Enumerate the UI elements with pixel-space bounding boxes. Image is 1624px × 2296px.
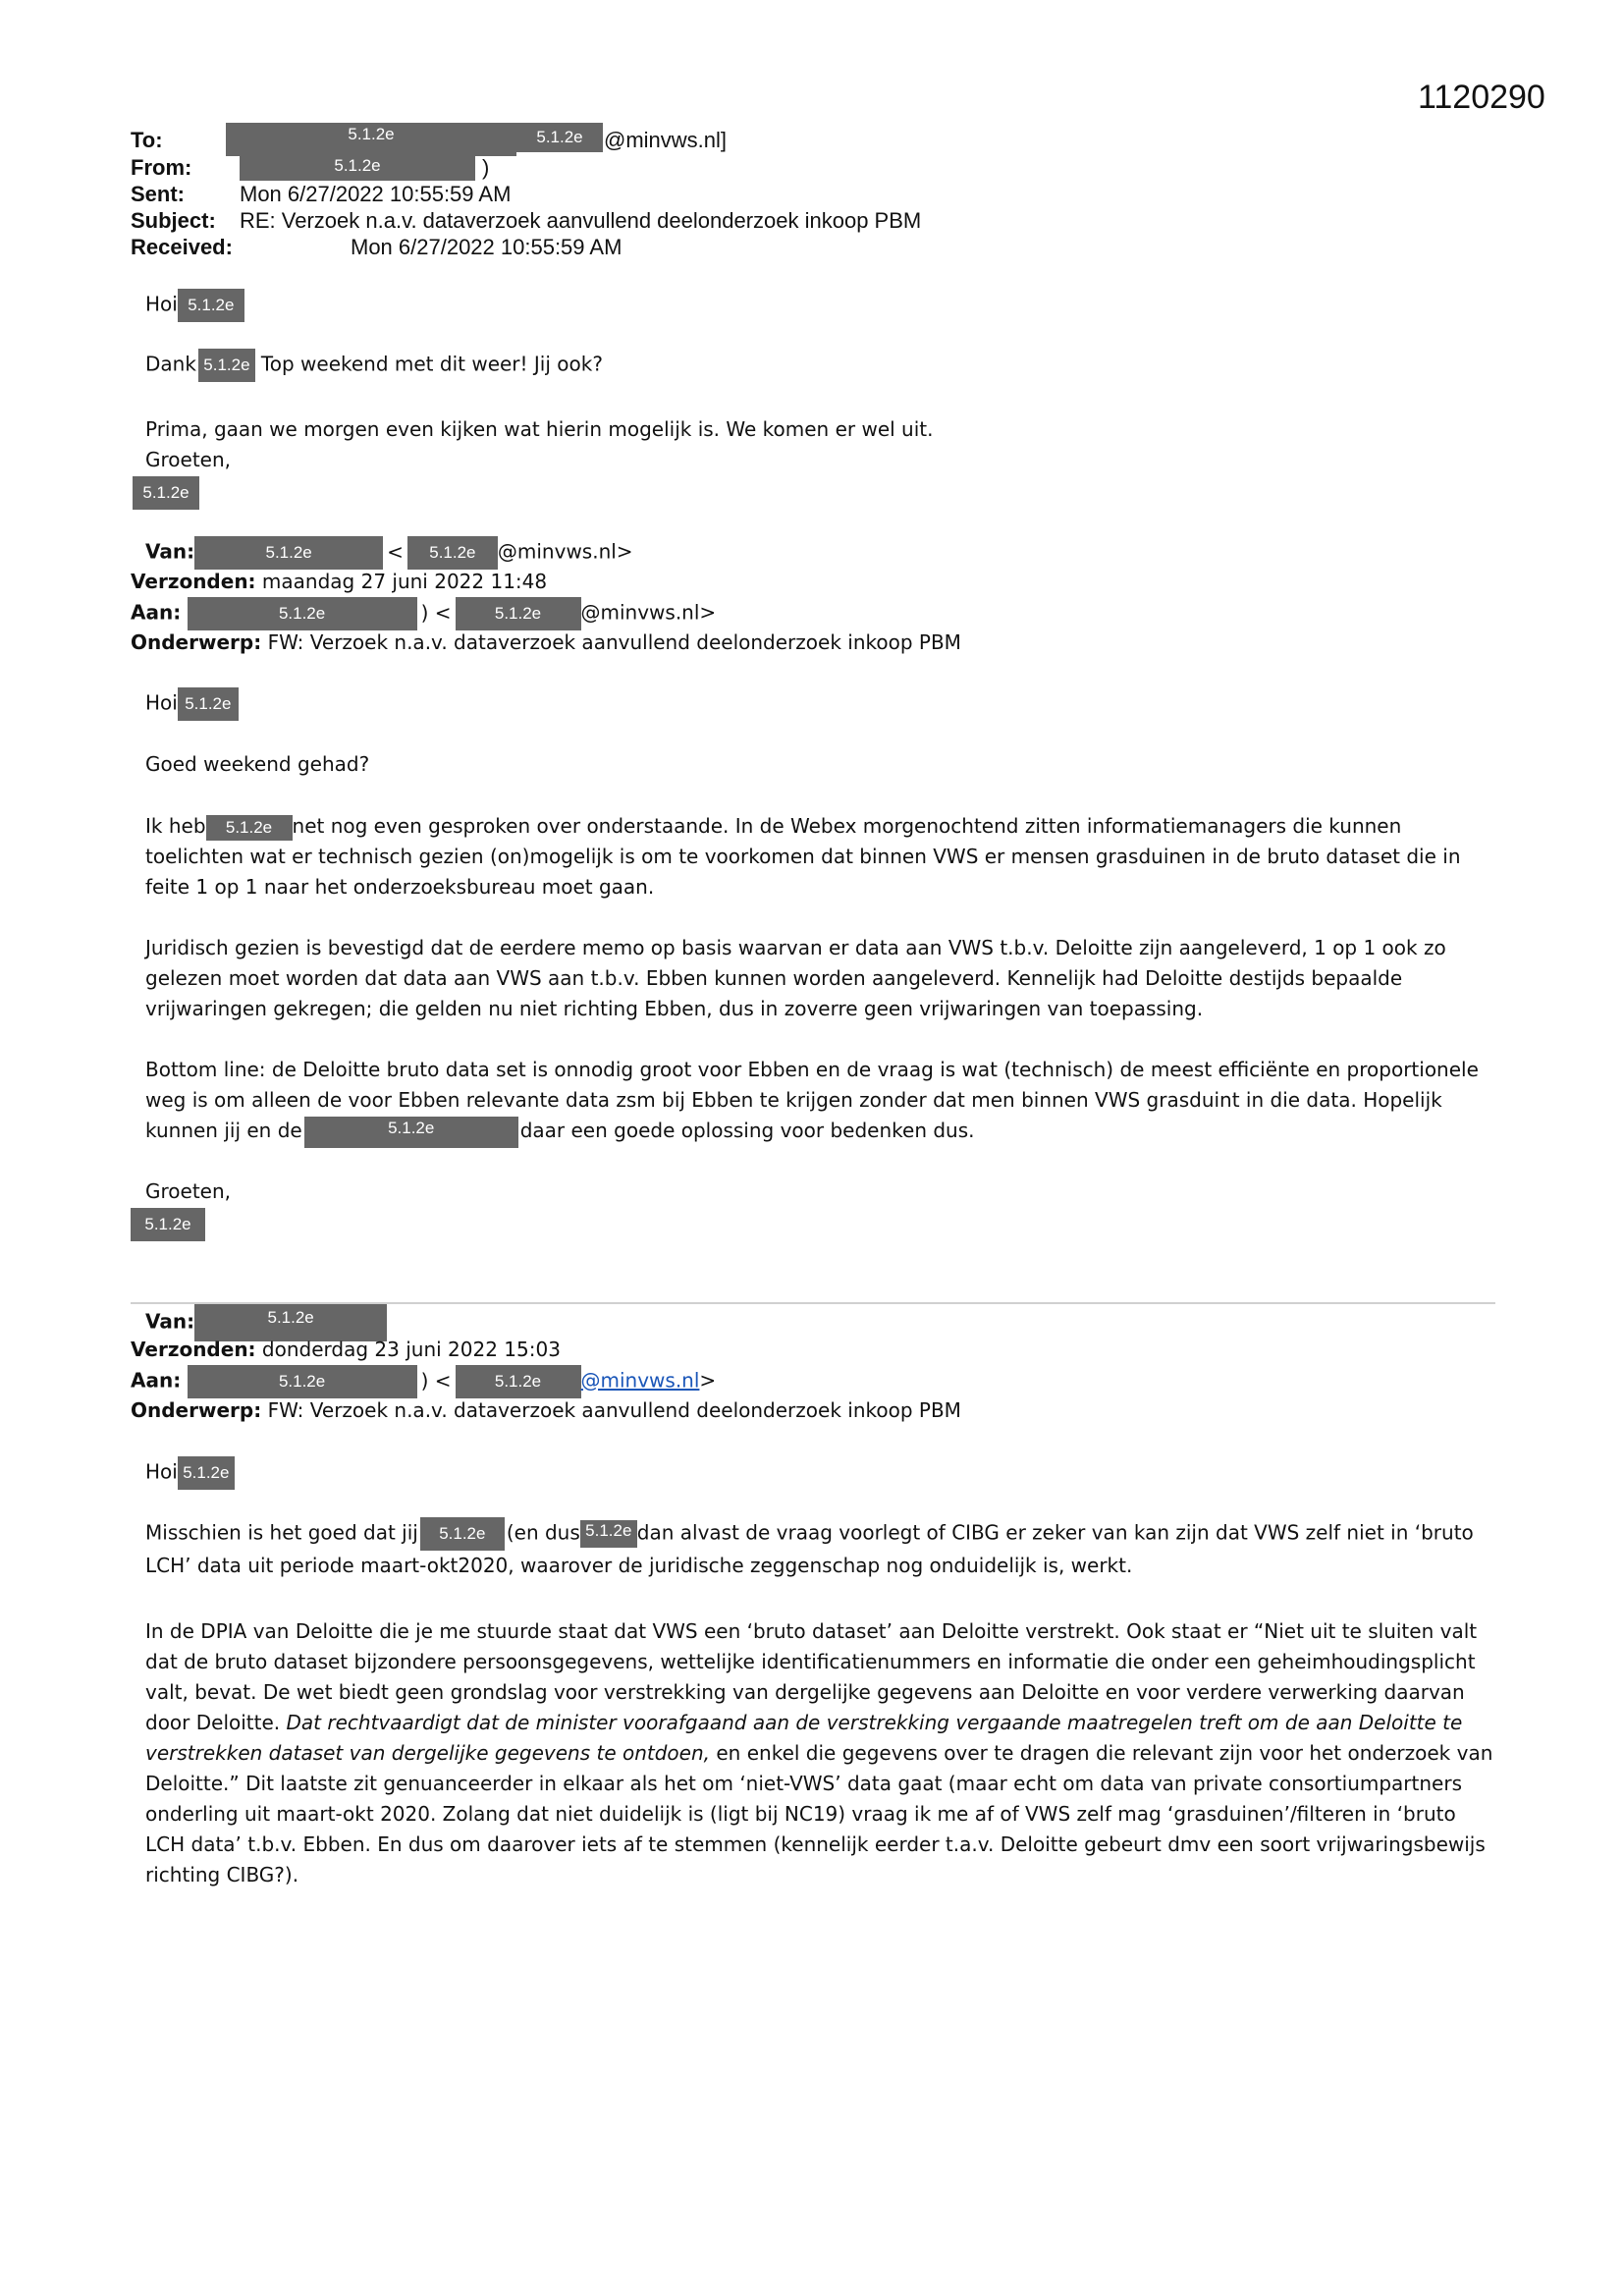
redaction-box: 5.1.2e	[456, 597, 581, 630]
msg3-van-row: Van: 5.1.2e	[145, 1304, 387, 1341]
redaction-box: 5.1.2e	[407, 536, 498, 570]
document-number: 1120290	[1418, 79, 1545, 116]
to-label: To:	[131, 128, 163, 152]
received-label: Received:	[131, 235, 233, 259]
msg2-p3: Juridisch gezien is bevestigd dat de eerdere memo op basis waarvan er data aan VWS t.b.v. Deloitte zijn aangeleverd, 1 op 1 ook zo gelezen moet worden dat data aan VWS aan t.b.v. Ebben kunnen worden aangeleverd. Kennelijk had Deloitte destijds bepaalde vrijwaringen gekregen; die gelden nu niet richting Ebben, dus in zoverre geen vrijwaringen van toepassing.	[145, 936, 1446, 1020]
msg2-sign: Groeten,	[145, 1179, 232, 1203]
subject-value: RE: Verzoek n.a.v. dataverzoek aanvullend deelonderzoek inkoop PBM	[240, 208, 922, 233]
msg3-aan-row: Aan: 5.1.2e ) < 5.1.2e @minvws.nl>	[131, 1365, 716, 1398]
msg3-greeting: Hoi 5.1.2e	[145, 1456, 1500, 1490]
header-sent-row	[131, 182, 512, 207]
redaction-box: 5.1.2e	[420, 1517, 505, 1551]
reply-sign: Groeten,	[145, 448, 232, 471]
redaction-box: 5.1.2e	[194, 536, 383, 570]
redaction-box: 5.1.2e	[516, 123, 603, 152]
msg2-verzonden-row: Verzonden: maandag 27 juni 2022 11:48	[131, 570, 548, 593]
redaction-box: 5.1.2e	[133, 476, 199, 510]
redaction-box: 5.1.2e	[580, 1520, 637, 1548]
redaction-box: 5.1.2e	[178, 687, 239, 721]
msg2-p1: Goed weekend gehad?	[145, 752, 370, 776]
subject-label: Subject:	[131, 208, 216, 233]
reply-line2: Prima, gaan we morgen even kijken wat hierin mogelijk is. We komen er wel uit.	[145, 417, 934, 441]
sent-label: Sent:	[131, 182, 185, 206]
sent-value: Mon 6/27/2022 10:55:59 AM	[240, 182, 512, 206]
redaction-box: 5.1.2e	[178, 289, 244, 322]
from-label: From:	[131, 155, 192, 180]
redaction-box: 5.1.2e	[240, 155, 475, 181]
msg2-signature	[131, 1208, 205, 1241]
redaction-box: 5.1.2e	[206, 815, 293, 841]
msg2-p2: Ik heb 5.1.2e net nog even gesproken over onderstaande. In de Webex morgenochtend zitten informatiemanagers die kunnen toelichten wat er technisch gezien (on)mogelijk is om te voorkomen dat binnen VWS er mensen grasduinen in de bruto dataset die in feite 1 op 1 naar het onderzoeksbureau moet gaan.	[145, 814, 1461, 899]
msg3-verzonden-row: Verzonden: donderdag 23 juni 2022 15:03	[131, 1338, 561, 1361]
received-value: Mon 6/27/2022 10:55:59 AM	[351, 235, 623, 259]
msg2-aan-row: Aan: 5.1.2e ) < 5.1.2e @minvws.nl>	[131, 597, 716, 630]
reply-line1: Dank 5.1.2e Top weekend met dit weer! Jij ook?	[145, 349, 1500, 382]
header-received-row	[131, 235, 623, 260]
redaction-box: 5.1.2e	[194, 1304, 387, 1341]
msg3-p1: Misschien is het goed dat jij 5.1.2e (en dus 5.1.2e dan alvast de vraag voorlegt of CIBG er zeker van kan zijn dat VWS zelf niet in ‘bruto LCH’ data uit periode maart-okt2020, waarover de juridische zeggenschap nog onduidelijk is, werkt.	[145, 1517, 1500, 1581]
from-suffix: )	[482, 155, 490, 180]
redaction-box: 5.1.2e	[188, 1365, 417, 1398]
redaction-box: 5.1.2e	[198, 349, 255, 382]
header-to-row	[131, 125, 728, 153]
reply-signature	[133, 476, 199, 510]
to-suffix: @minvws.nl]	[604, 128, 728, 152]
redaction-box: 5.1.2e	[178, 1456, 235, 1490]
msg3-onderwerp-row: Onderwerp: FW: Verzoek n.a.v. dataverzoek aanvullend deelonderzoek inkoop PBM	[131, 1398, 961, 1422]
msg2-greeting: Hoi 5.1.2e	[145, 687, 1500, 721]
redaction-box: 5.1.2e	[304, 1117, 518, 1148]
header-from-row	[131, 155, 490, 181]
msg3-p2: In de DPIA van Deloitte die je me stuurde staat dat VWS een ‘bruto dataset’ aan Deloitte verstrekt. Ook staat er “Niet uit te sluiten valt dat de bruto dataset bijzondere persoonsgegevens, wettelijke identificatienummers en informatie die onder een geheimhoudingsplicht valt, bevat. De wet biedt geen grondslag voor verstrekking van dergelijke gegevens aan Deloitte en voor verdere verwerking daarvan door Deloitte. Dat rechtvaardigt dat de minister voorafgaand aan de verstrekking vergaande maatregelen treft om de aan Deloitte te verstrekken dataset van dergelijke gegevens te ontdoen, en enkel die gegevens over te dragen die relevant zijn voor het onderzoek van Deloitte.” Dit laatste zit genuanceerder in elkaar als het om ‘niet-VWS’ data gaat (maar echt om data van private consortiumpartners onderling uit maart-okt 2020. Zolang dat niet duidelijk is (ligt bij NC19) vraag ik me af of VWS zelf mag ‘grasduinen’/filteren in ‘bruto LCH data’ t.b.v. Ebben. En dus om daarover iets af te stemmen (kennelijk eerder t.a.v. Deloitte gebeurt dmv een soort vrijwaringsbewijs richting CIBG?).	[145, 1619, 1493, 1886]
reply-greeting: Hoi 5.1.2e	[145, 289, 1500, 322]
email-link[interactable]: @minvws.nl	[580, 1368, 700, 1393]
redaction-box: 5.1.2e	[226, 123, 516, 156]
msg2-onderwerp-row: Onderwerp: FW: Verzoek n.a.v. dataverzoek aanvullend deelonderzoek inkoop PBM	[131, 630, 961, 654]
redaction-box: 5.1.2e	[456, 1365, 581, 1398]
msg2-p4: Bottom line: de Deloitte bruto data set is onnodig groot voor Ebben en de vraag is wat (technisch) de meest efficiënte en proportionele weg is om alleen de voor Ebben relevante data zsm bij Ebben te krijgen zonder dat men binnen VWS grasduint in die data. Hopelijk kunnen jij en de 5.1.2e daar een goede oplossing voor bedenken dus.	[145, 1055, 1500, 1148]
msg2-van-row: Van: 5.1.2e < 5.1.2e @minvws.nl>	[145, 536, 633, 570]
redaction-box: 5.1.2e	[131, 1208, 205, 1241]
redaction-box: 5.1.2e	[188, 597, 417, 630]
header-subject-row	[131, 208, 922, 234]
